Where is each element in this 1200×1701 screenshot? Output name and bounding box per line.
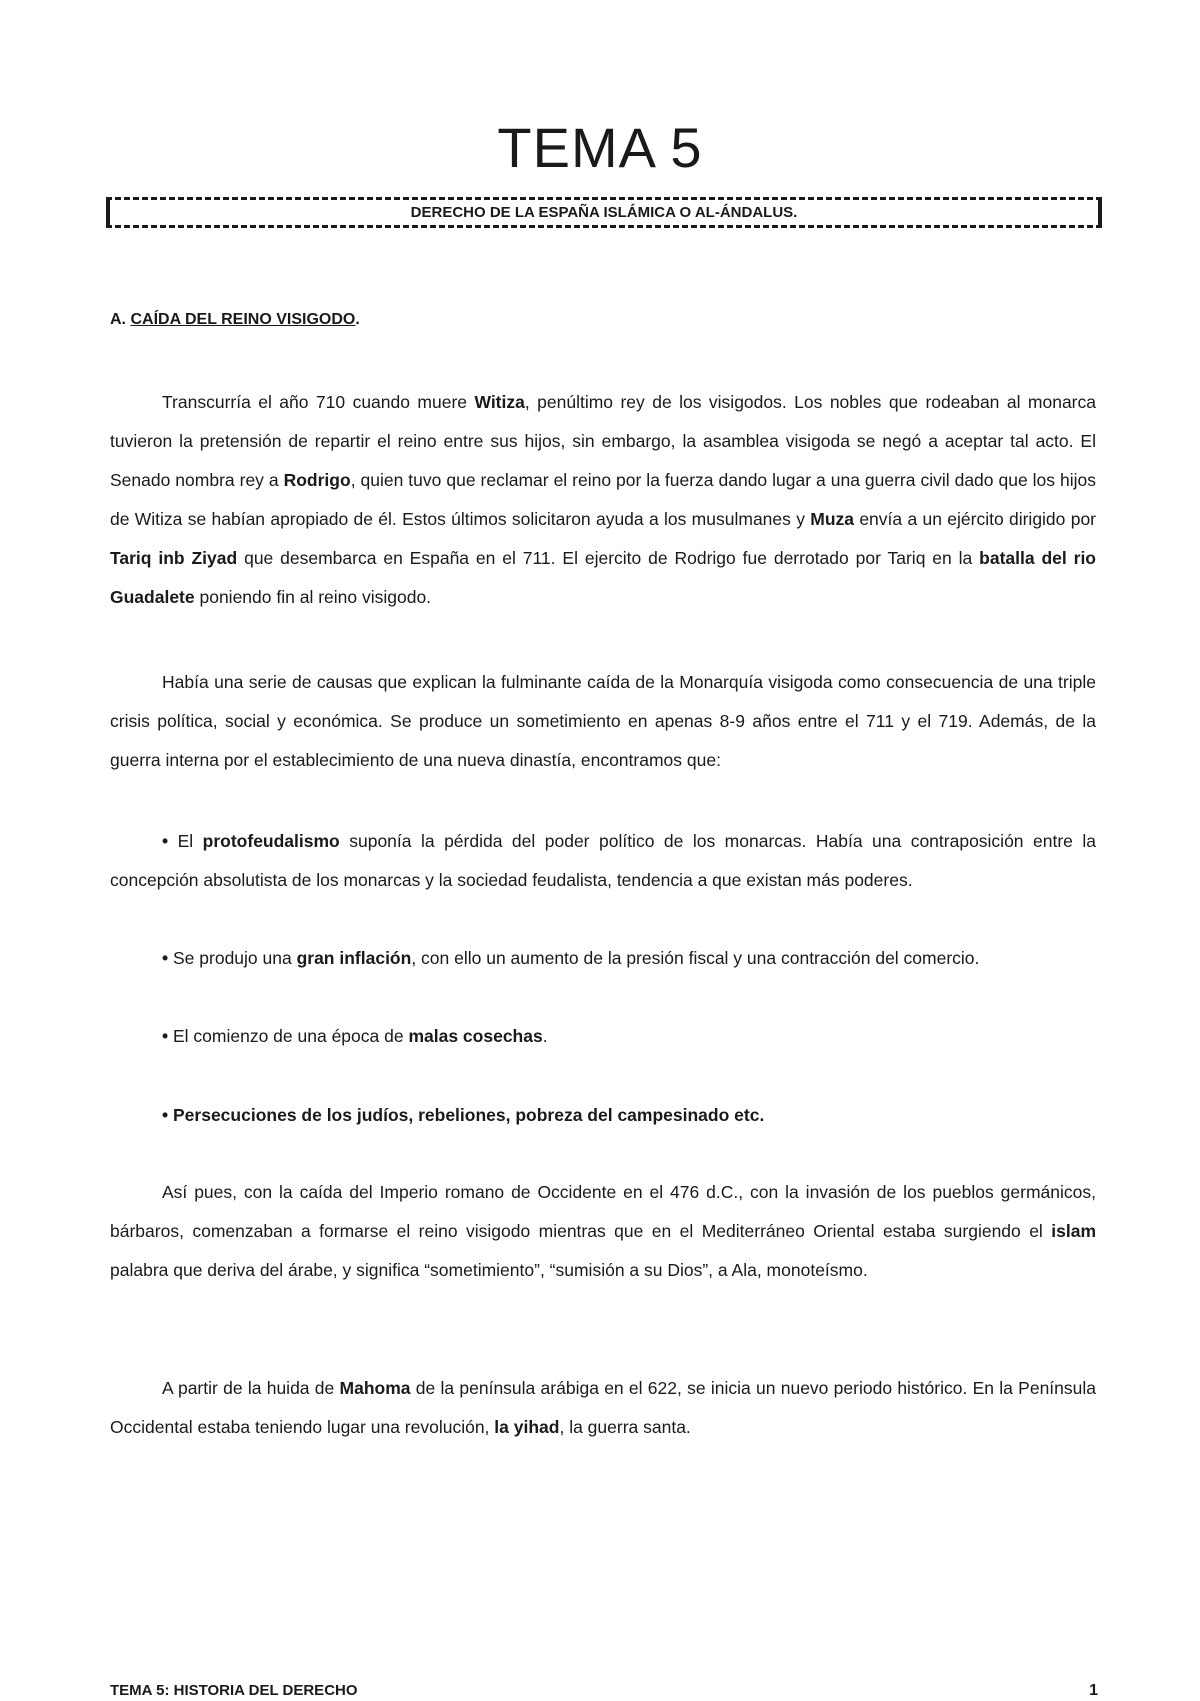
bullet-item-1 [110,822,1096,900]
text: que desembarca en España en el 711. El ejercito de Rodrigo fue derrotado por Tariq en la [237,548,980,568]
paragraph-4 [110,1369,1096,1447]
bullet-icon: • [162,1105,169,1125]
text: Se produjo una [168,948,297,968]
bullet-icon: • [162,948,169,968]
paragraph-3 [110,1173,1096,1290]
text: , con ello un aumento de la presión fiscal y una contracción del comercio. [411,948,980,968]
section-suffix: . [355,311,360,328]
bold-term: Mahoma [339,1378,411,1398]
text: El [168,831,203,851]
bold-term: Rodrigo [283,470,351,490]
text: palabra que deriva del árabe, y significa “sometimiento”, “sumisión a su Dios”, a Ala, monoteísmo. [110,1260,868,1280]
bold-term: Muza [810,509,855,529]
paragraph-1 [110,383,1096,617]
text: suponía la pérdida del poder político de los monarcas. Había una contraposición entre la concepción absolutista de los monarcas y la sociedad feudalista, tendencia a que existan más poderes. [110,831,1096,890]
bullet-item-4 [110,1096,1096,1135]
text: Así pues, con la caída del Imperio romano de Occidente en el 476 d.C., con la invasión de los pueblos germánicos, bárbaros, comenzaban a formarse el reino visigodo mientras que en el Mediterráneo Oriental estaba surgiendo el [110,1182,1096,1241]
text: poniendo fin al reino visigodo. [194,587,432,607]
text: Transcurría el año 710 cuando muere [162,392,475,412]
bullet-icon: • [162,831,169,851]
bold-term: Persecuciones de los judíos, rebeliones, pobreza del campesinado etc. [168,1105,765,1125]
text: envía a un ejército dirigido por [854,509,1097,529]
text: A partir de la huida de [162,1378,340,1398]
section-prefix: A. [110,311,131,328]
page-number: 1 [1089,1682,1098,1699]
bold-term: malas cosechas [408,1026,543,1046]
text: , penúltimo rey de los visigodos. Los nobles que rodeaban al monarca tuvieron la pretensión de repartir el reino entre sus hijos, sin embargo, la asamblea visigoda se negó a aceptar tal acto. El Senado nombra rey a [110,392,1096,490]
bullet-icon: • [162,1026,169,1046]
bold-term: Tariq inb Ziyad [110,548,238,568]
section-heading [110,309,360,331]
bold-term: batalla del rio Guadalete [110,548,1097,607]
bold-term: protofeudalismo [202,831,340,851]
text: de la península arábiga en el 622, se inicia un nuevo periodo histórico. En la Península Occidental estaba teniendo lugar una revolución, [110,1378,1096,1437]
text: El comienzo de una época de [168,1026,409,1046]
bold-term: la yihad [494,1417,560,1437]
document-title: TEMA 5 [497,116,703,179]
bold-term: gran inflación [296,948,412,968]
text: Había una serie de causas que explican la fulminante caída de la Monarquía visigoda como consecuencia de una triple crisis política, social y económica. Se produce un sometimiento en apenas 8-9 años entre el 711 y el 719. Además, de la guerra interna por el establecimiento de una nueva dinastía, encontramos que: [110,672,1096,770]
footer-title: TEMA 5: HISTORIA DEL DERECHO [110,1682,358,1699]
text: , la guerra santa. [559,1417,691,1437]
text: . [542,1026,548,1046]
subtitle-banner: DERECHO DE LA ESPAÑA ISLÁMICA O AL-ÁNDALUS. [106,197,1102,228]
bold-term: islam [1051,1221,1096,1241]
text: , quien tuvo que reclamar el reino por la fuerza dando lugar a una guerra civil dado que los hijos de Witiza se habían apropiado de él. Estos últimos solicitaron ayuda a los musulmanes y [110,470,1096,529]
bold-term: Witiza [474,392,525,412]
bullet-item-3 [110,1017,1096,1056]
section-title: CAÍDA DEL REINO VISIGODO [130,311,356,328]
bullet-item-2 [110,939,1096,978]
paragraph-2 [110,663,1096,780]
